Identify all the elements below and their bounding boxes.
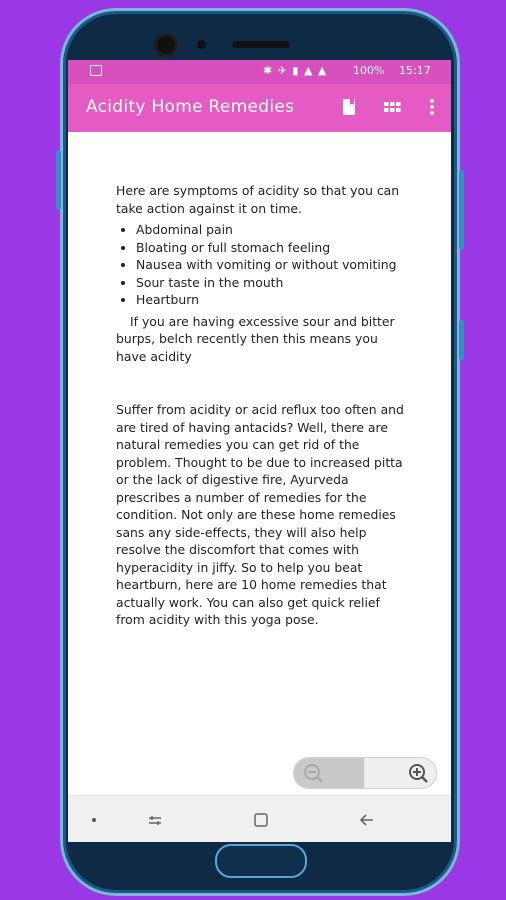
power-button [459,170,464,250]
bookmark-icon[interactable] [338,96,360,118]
app-bar [68,84,451,132]
body-paragraph: Suffer from acidity or acid reflux too often and are tired of having antacids? Well, there are natural remedies you can get rid of the problem. Thought to be due to increased pitta or the lack of digestive fire, Ayurveda prescribes a number of remedies for the condition. Not only are these home remedies sans any side-effects, they will also help resolve the discomfort that comes with hyperacidity in jiffy. So to help you beat heartburn, here are 10 home remedies that actually work. You can also get quick relief from acidity with this yoga pose. [116,402,404,627]
status-bar [68,60,451,84]
clock: 15:17 [399,64,431,77]
list-item: • Abdominal pain [136,221,408,239]
image-notification-icon [90,65,102,76]
spacer [116,365,408,401]
zoom-control [293,757,437,789]
battery-level: 100% [353,64,385,77]
front-camera-icon [154,33,178,57]
note-text: If you are having excessive sour and bitter burps, belch recently then this means you have acidity [116,313,395,364]
list-item: • Nausea with vomiting or without vomiting [136,256,408,274]
back-icon[interactable] [356,809,378,831]
list-item: • Heartburn [136,291,408,309]
recent-apps-icon[interactable] [144,809,166,831]
zoom-out-button[interactable] [294,758,364,788]
list-item: • Sour taste in the mouth [136,274,408,292]
article-content [116,182,408,629]
dot-indicator-icon [88,809,110,831]
home-hardware-button [215,844,307,878]
zoom-out-icon [294,758,364,788]
more-options-icon[interactable] [421,96,443,118]
status-icons: ✱ ✈ ▮ ▲ ▲ [263,64,328,77]
bixby-button [459,320,464,360]
home-icon[interactable] [250,809,272,831]
earpiece-speaker [232,41,290,48]
system-nav-bar [68,795,451,842]
zoom-in-button[interactable] [365,758,436,788]
grid-view-icon[interactable] [381,96,403,118]
list-item: • Bloating or full stomach feeling [136,239,408,257]
symptom-list [116,221,408,309]
volume-button [56,150,61,210]
app-title: Acidity Home Remedies [86,97,295,117]
app-screen [68,60,451,842]
zoom-in-icon [365,758,436,788]
intro-text: Here are symptoms of acidity so that you can take action against it on time. [116,183,400,216]
sensor-icon [197,40,206,49]
